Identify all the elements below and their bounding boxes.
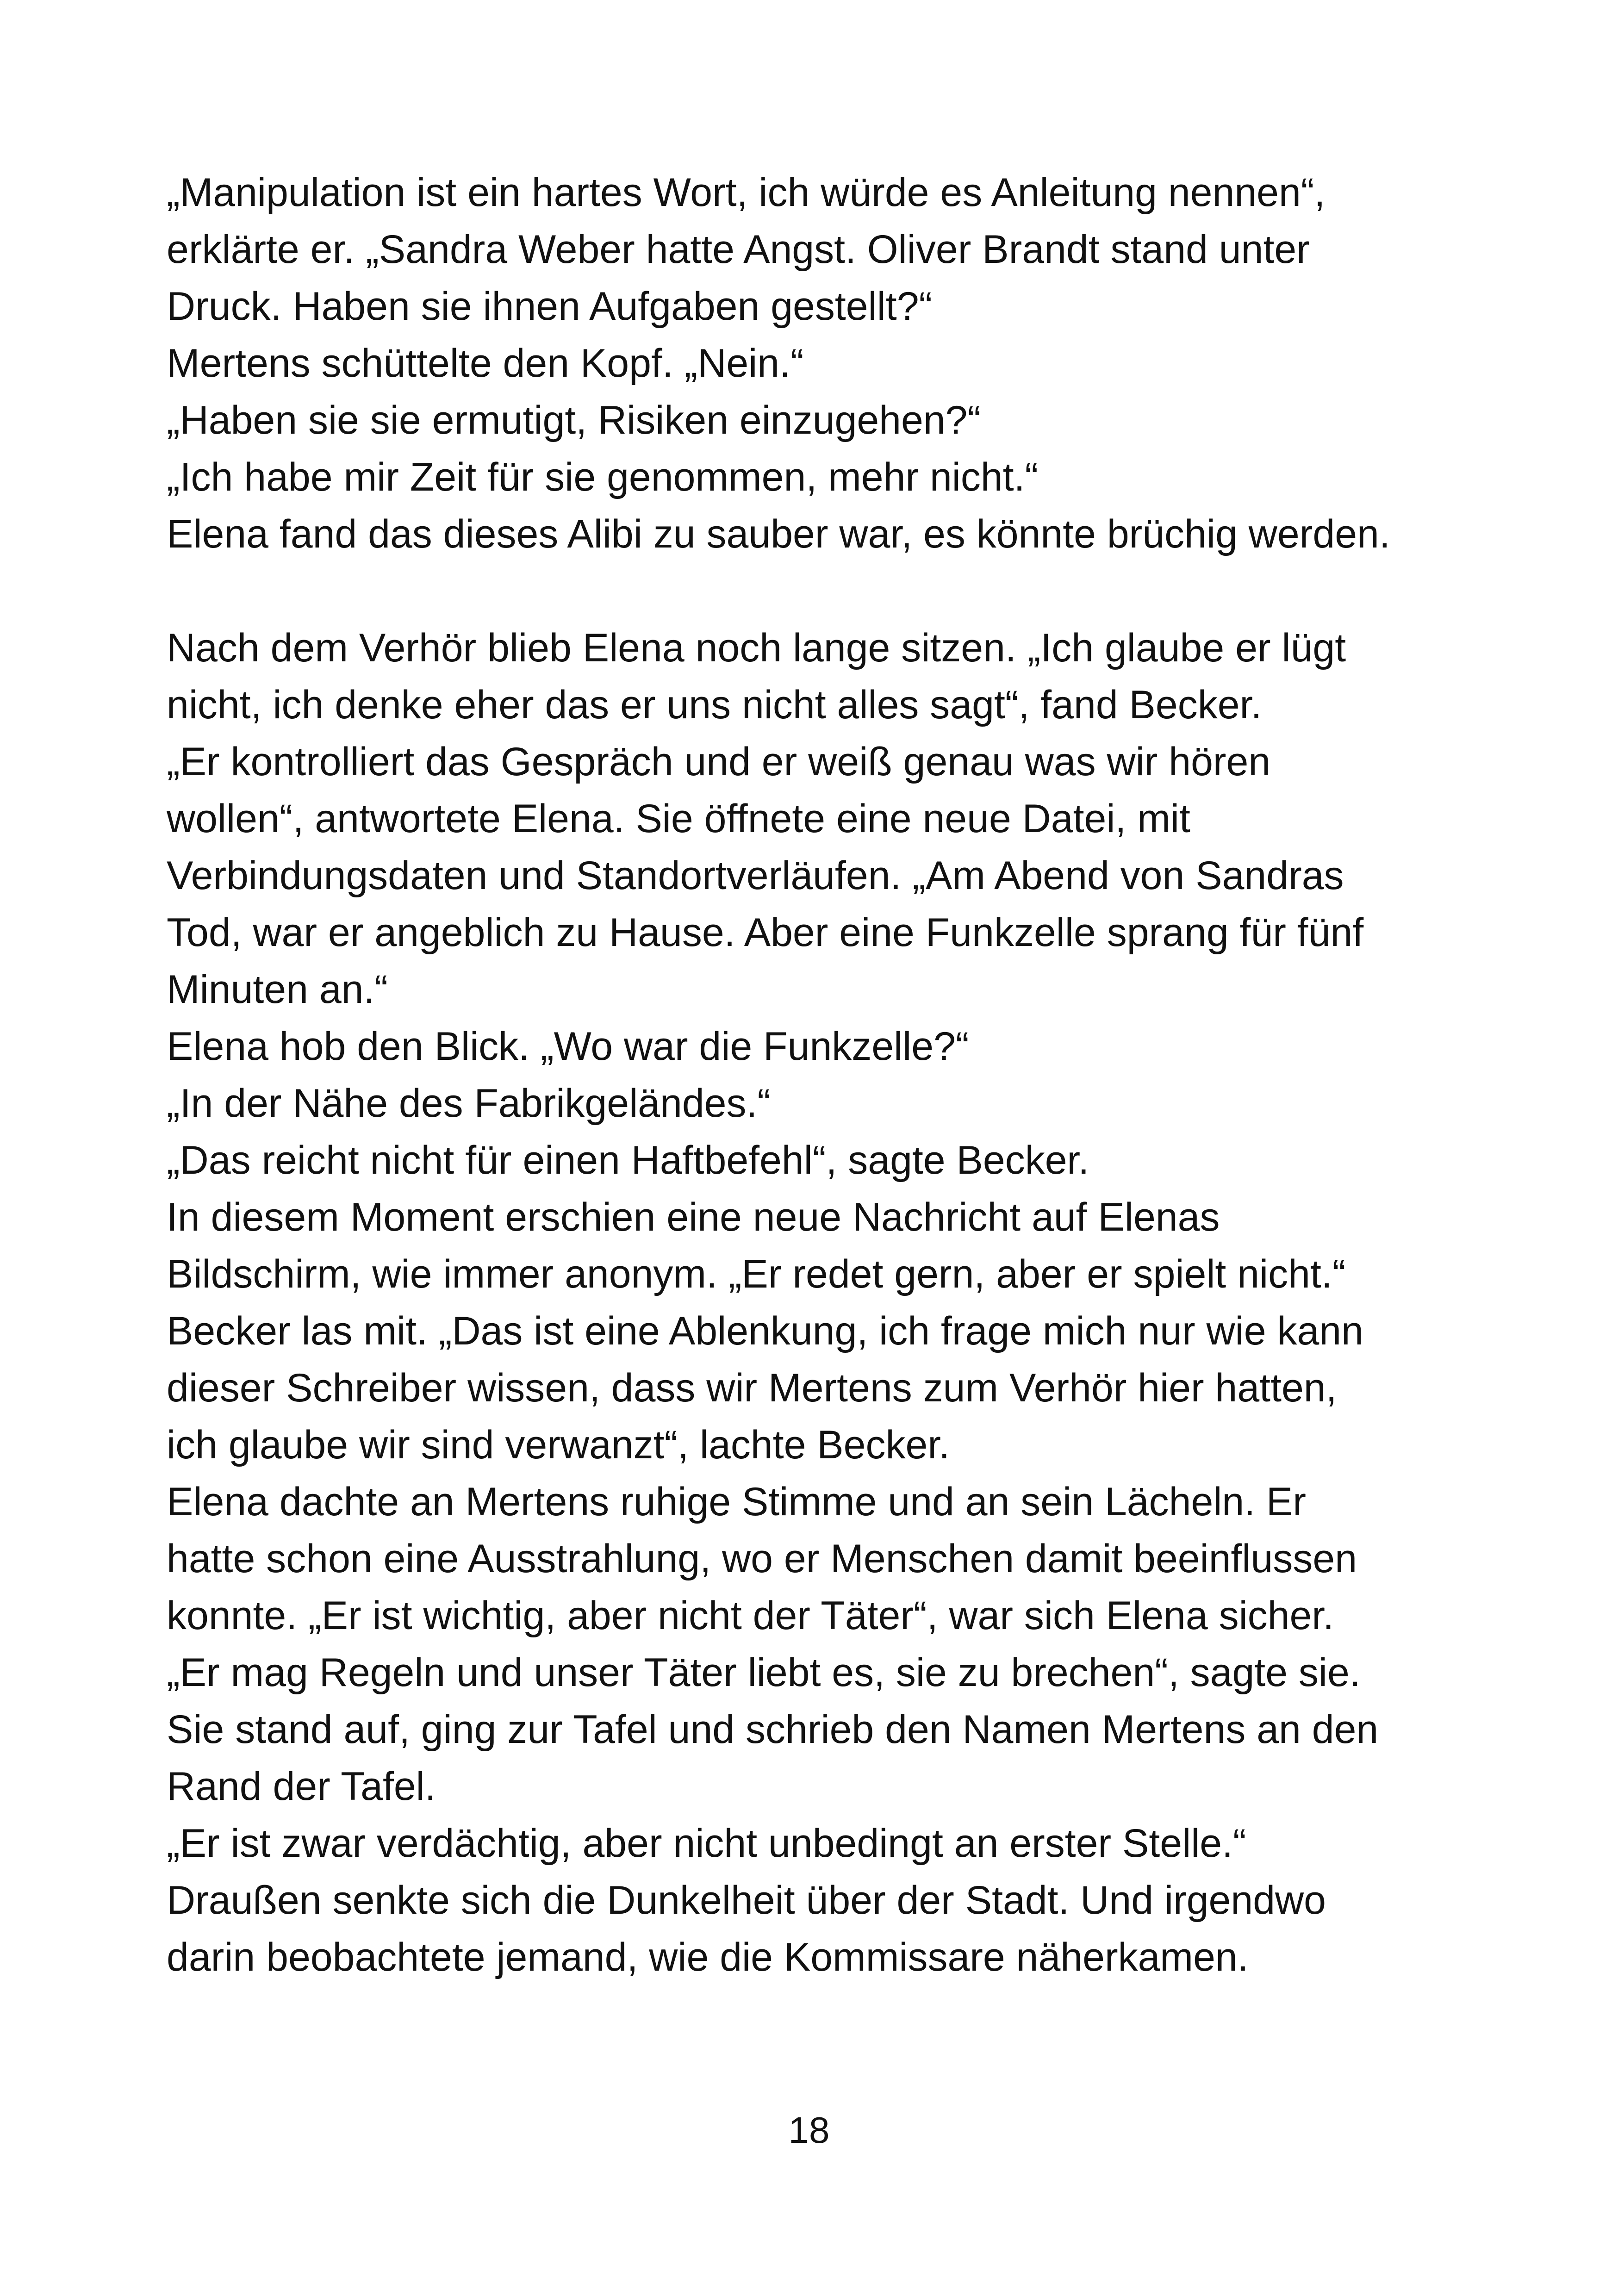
text-line: wollen“, antwortete Elena. Sie öffnete eine neue Datei, mit <box>167 796 1190 841</box>
text-line: Elena fand das dieses Alibi zu sauber war, es könnte brüchig werden. <box>167 512 1390 556</box>
text-line: Sie stand auf, ging zur Tafel und schrieb den Namen Mertens an den <box>167 1707 1379 1752</box>
text-line: „Er ist zwar verdächtig, aber nicht unbedingt an erster Stelle.“ <box>167 1821 1246 1866</box>
text-line: „Er mag Regeln und unser Täter liebt es, sie zu brechen“, sagte sie. <box>167 1650 1361 1695</box>
page-number: 18 <box>788 2109 830 2151</box>
text-line: „Ich habe mir Zeit für sie genommen, mehr nicht.“ <box>167 455 1039 499</box>
text-line: hatte schon eine Ausstrahlung, wo er Menschen damit beeinflussen <box>167 1537 1357 1581</box>
text-line: Draußen senkte sich die Dunkelheit über der Stadt. Und irgendwo <box>167 1878 1326 1923</box>
text-line: In diesem Moment erschien eine neue Nachricht auf Elenas <box>167 1195 1220 1239</box>
text-line: Tod, war er angeblich zu Hause. Aber eine Funkzelle sprang für fünf <box>167 910 1364 955</box>
text-line: konnte. „Er ist wichtig, aber nicht der Täter“, war sich Elena sicher. <box>167 1593 1334 1638</box>
text-line: ich glaube wir sind verwanzt“, lachte Becker. <box>167 1423 950 1467</box>
text-line: nicht, ich denke eher das er uns nicht alles sagt“, fand Becker. <box>167 683 1262 727</box>
text-line: dieser Schreiber wissen, dass wir Mertens zum Verhör hier hatten, <box>167 1366 1337 1410</box>
body-text <box>167 164 1509 1986</box>
text-line: Mertens schüttelte den Kopf. „Nein.“ <box>167 341 804 386</box>
text-line: „Manipulation ist ein hartes Wort, ich würde es Anleitung nennen“, <box>167 170 1326 215</box>
text-line: darin beobachtete jemand, wie die Kommissare näherkamen. <box>167 1935 1249 1979</box>
text-line: erklärte er. „Sandra Weber hatte Angst. Oliver Brandt stand unter <box>167 227 1310 272</box>
text-line: Elena hob den Blick. „Wo war die Funkzelle?“ <box>167 1024 969 1069</box>
text-line: Nach dem Verhör blieb Elena noch lange sitzen. „Ich glaube er lügt <box>167 626 1346 670</box>
text-line: Minuten an.“ <box>167 967 388 1012</box>
text-line: „Das reicht nicht für einen Haftbefehl“, sagte Becker. <box>167 1138 1089 1182</box>
paragraph-gap <box>167 563 1509 620</box>
paragraph-2 <box>167 620 1509 1986</box>
text-line: „Haben sie sie ermutigt, Risiken einzugehen?“ <box>167 398 981 442</box>
text-line: Becker las mit. „Das ist eine Ablenkung, ich frage mich nur wie kann <box>167 1309 1363 1353</box>
paragraph-1 <box>167 164 1509 563</box>
text-line: Rand der Tafel. <box>167 1764 436 1809</box>
text-line: Elena dachte an Mertens ruhige Stimme und an sein Lächeln. Er <box>167 1480 1307 1524</box>
text-line: „In der Nähe des Fabrikgeländes.“ <box>167 1081 771 1126</box>
text-line: „Er kontrolliert das Gespräch und er weiß genau was wir hören <box>167 740 1271 784</box>
text-line: Druck. Haben sie ihnen Aufgaben gestellt?“ <box>167 284 933 329</box>
text-line: Bildschirm, wie immer anonym. „Er redet gern, aber er spielt nicht.“ <box>167 1252 1346 1296</box>
text-line: Verbindungsdaten und Standortverläufen. „Am Abend von Sandras <box>167 853 1344 898</box>
